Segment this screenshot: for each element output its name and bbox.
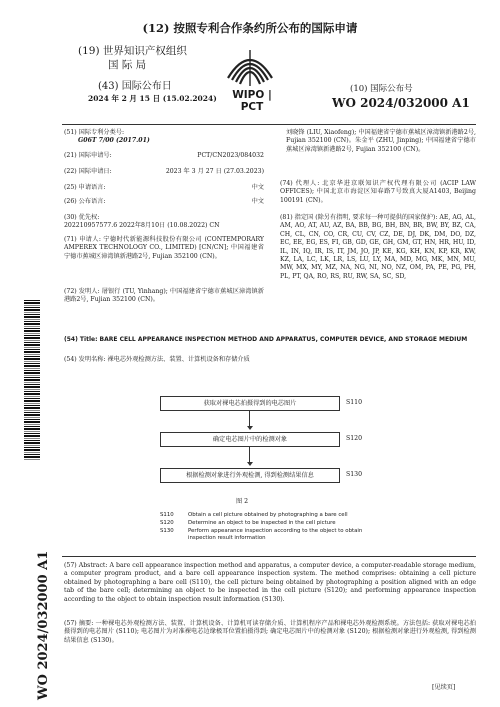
- flow-step-code: S120: [346, 435, 363, 442]
- flow-step-code: S130: [346, 471, 363, 478]
- figure-label: 图 2: [236, 498, 249, 505]
- field-25: [64, 184, 264, 192]
- legend-code: S130: [160, 528, 174, 534]
- field-21-value: PCT/CN2023/084032: [197, 152, 264, 159]
- field-72: [64, 288, 264, 305]
- abstract-chinese: (57) 摘要: 一种裸电芯外观检测方法、装置、计算机设备、计算机可读存储介质、计算机程序产品和裸电芯外观检测系统。方法包括: 获取对裸电芯拍摄得到的电芯图片 (S110); 电芯图片为对准裸电芯边缘极耳位置拍摄得到; 确定电芯图片中的检测对象 (S120); 根据检测对象进行外观检测, 得到检测结果信息 (S130)。: [64, 620, 476, 644]
- wipo-emblem-icon: [222, 44, 278, 88]
- flow-step-box: 确定电芯图片中的检测对象: [160, 432, 340, 447]
- field-26-label: (26) 公布语言:: [64, 198, 106, 205]
- field-26-value: 中文: [251, 198, 264, 205]
- field-71-label: (71) 申请人:: [64, 236, 101, 243]
- legend-code: S110: [160, 512, 174, 518]
- field-74: [280, 180, 476, 205]
- org-name-line1: (19) 世界知识产权组织: [78, 45, 187, 57]
- field-51-value: G06T 7/00 (2017.01): [78, 137, 150, 145]
- flow-step-code: S110: [346, 399, 363, 406]
- field-81-value: (除另有指明, 要求每一种可提供的国家保护): AE, AG, AL, AM, AO, AT, AU, AZ, BA, BB, BG, BH, BN, BR, BW, BY, BZ, CA, CH, CL, CN, CO, CR, CU, CV, CZ, DE, DJ, DK, DM, DO, DZ, EC, EE, EG, ES, FI, GB, GD, GE, GH, GM, GT, HN, HR, HU, ID, IL, IN, IQ, IR, IS, IT, JM, JO, JP, KE, KG, KH, KN, KP, KR, KW, KZ, LA, LC, LK, LR, LS, LU, LY, MA, MD, MG, MK, MN, MU, MW, MX, MY, MZ, NA, NG, NI, NO, NZ, OM, PA, PE, PG, PH, PL, PT, QA, RO, RS, RU, RW, SA, SC, SD,: [280, 214, 476, 280]
- flow-arrow: [249, 411, 250, 427]
- pubno-label: (10) 国际公布号: [350, 84, 413, 94]
- legend-code: S120: [160, 520, 174, 526]
- field-74-label: (74) 代理人:: [280, 180, 320, 187]
- field-72-value: 屠银行 (TU, Yinhang); 中国福建省宁德市蕉城区漳湾镇新港路2号, Fujian 352100 (CN)。: [64, 288, 264, 304]
- pubno-value: WO 2024/032000 A1: [332, 96, 470, 110]
- document-title: (12) 按照专利合作条约所公布的国际申请: [142, 21, 358, 35]
- title-chinese: (54) 发明名称: 裸电芯外观检测方法、装置、计算机设备和存储介质: [64, 356, 250, 363]
- flow-arrow: [249, 447, 250, 463]
- side-publication-number: WO 2024/032000 A1: [36, 550, 51, 700]
- inventors-continued: 刘晓锋 (LIU, Xiaofeng); 中国福建省宁德市蕉城区漳湾镇新港路2号, Fujian 352100 (CN)。朱金平 (ZHU, Jinping); 中国福建省宁德市蕉城区漳湾镇新港路2号, Fujian 352100 (CN)。: [286, 129, 476, 153]
- legend-text: Obtain a cell picture obtained by photographing a bare cell: [188, 512, 348, 518]
- pubdate-value: 2024 年 2 月 15 日 (15.02.2024): [88, 94, 217, 103]
- legend-text: Perform appearance inspection according to the object to obtain inspection result information: [188, 528, 363, 541]
- field-81: [280, 214, 476, 281]
- flow-step-box: 获取对裸电芯拍摄得到的电芯图片: [160, 396, 340, 411]
- barcode: [24, 300, 40, 460]
- field-30: [64, 214, 264, 231]
- field-22-value: 2023 年 3 月 27 日 (27.03.2023): [165, 168, 264, 175]
- field-30-label: (30) 优先权:: [64, 214, 100, 221]
- field-51-label: (51) 国际专利分类号:: [64, 129, 125, 136]
- wipo-logo: [222, 44, 278, 113]
- field-21: [64, 152, 264, 160]
- continued-notice: [见续页]: [432, 684, 456, 691]
- wipo-pct-wordmark: WIPO | PCT: [232, 89, 272, 113]
- field-25-label: (25) 申请语言:: [64, 184, 106, 191]
- field-21-label: (21) 国际申请号:: [64, 152, 112, 159]
- header-divider: [62, 124, 476, 125]
- field-72-label: (72) 发明人:: [64, 288, 100, 295]
- flow-step-box: 根据检测对象进行外观检测, 得到检测结果信息: [160, 468, 340, 483]
- field-51: [64, 129, 264, 146]
- field-71: [64, 236, 264, 261]
- field-81-label: (81) 指定国: [280, 214, 314, 221]
- field-74-value: 北京华进京联知识产权代理有限公司 (ACIP LAW OFFICES); 中国北京市海淀区知春路7号致真大厦A1403, Beijing 100191 (CN)。: [280, 180, 476, 204]
- pubdate-label: (43) 国际公布日: [98, 81, 172, 92]
- field-22-label: (22) 国际申请日:: [64, 168, 112, 175]
- abstract-english: (57) Abstract: A bare cell appearance inspection method and apparatus, a computer device, a computer-readable storage medium, a computer program product, and a bare cell appearance inspection system. The method comprises: obtaining a cell picture obtained by photographing a bare cell (S110), the cell picture being obtained by photographing a position aligned with an edge tab of the bare cell; determining an object to be inspected in the cell picture (S120); and performing appearance inspection according to the object to obtain inspection result information (S130).: [64, 562, 476, 603]
- arrow-down-icon: [247, 426, 253, 430]
- title-english: (54) Title: BARE CELL APPEARANCE INSPECTION METHOD AND APPARATUS, COMPUTER DEVICE, AND STORAGE MEDIUM: [64, 336, 468, 343]
- arrow-down-icon: [247, 462, 253, 466]
- field-25-value: 中文: [251, 184, 264, 191]
- abstract-divider: [62, 556, 476, 557]
- field-26: [64, 198, 264, 206]
- field-30-value: 202210957577.6 2022年8月10日 (10.08.2022) CN: [64, 222, 220, 230]
- legend-text: Determine an object to be inspected in the cell picture: [188, 520, 336, 526]
- org-name-line2: 国 际 局: [108, 59, 147, 71]
- field-71-value: 宁德时代新能源科技股份有限公司 (CONTEMPORARY AMPEREX TECHNOLOGY CO., LIMITED) [CN/CN]; 中国福建省宁德市蕉城区漳湾镇新港路2号, Fujian 352100 (CN)。: [64, 236, 264, 260]
- field-22: [64, 168, 264, 176]
